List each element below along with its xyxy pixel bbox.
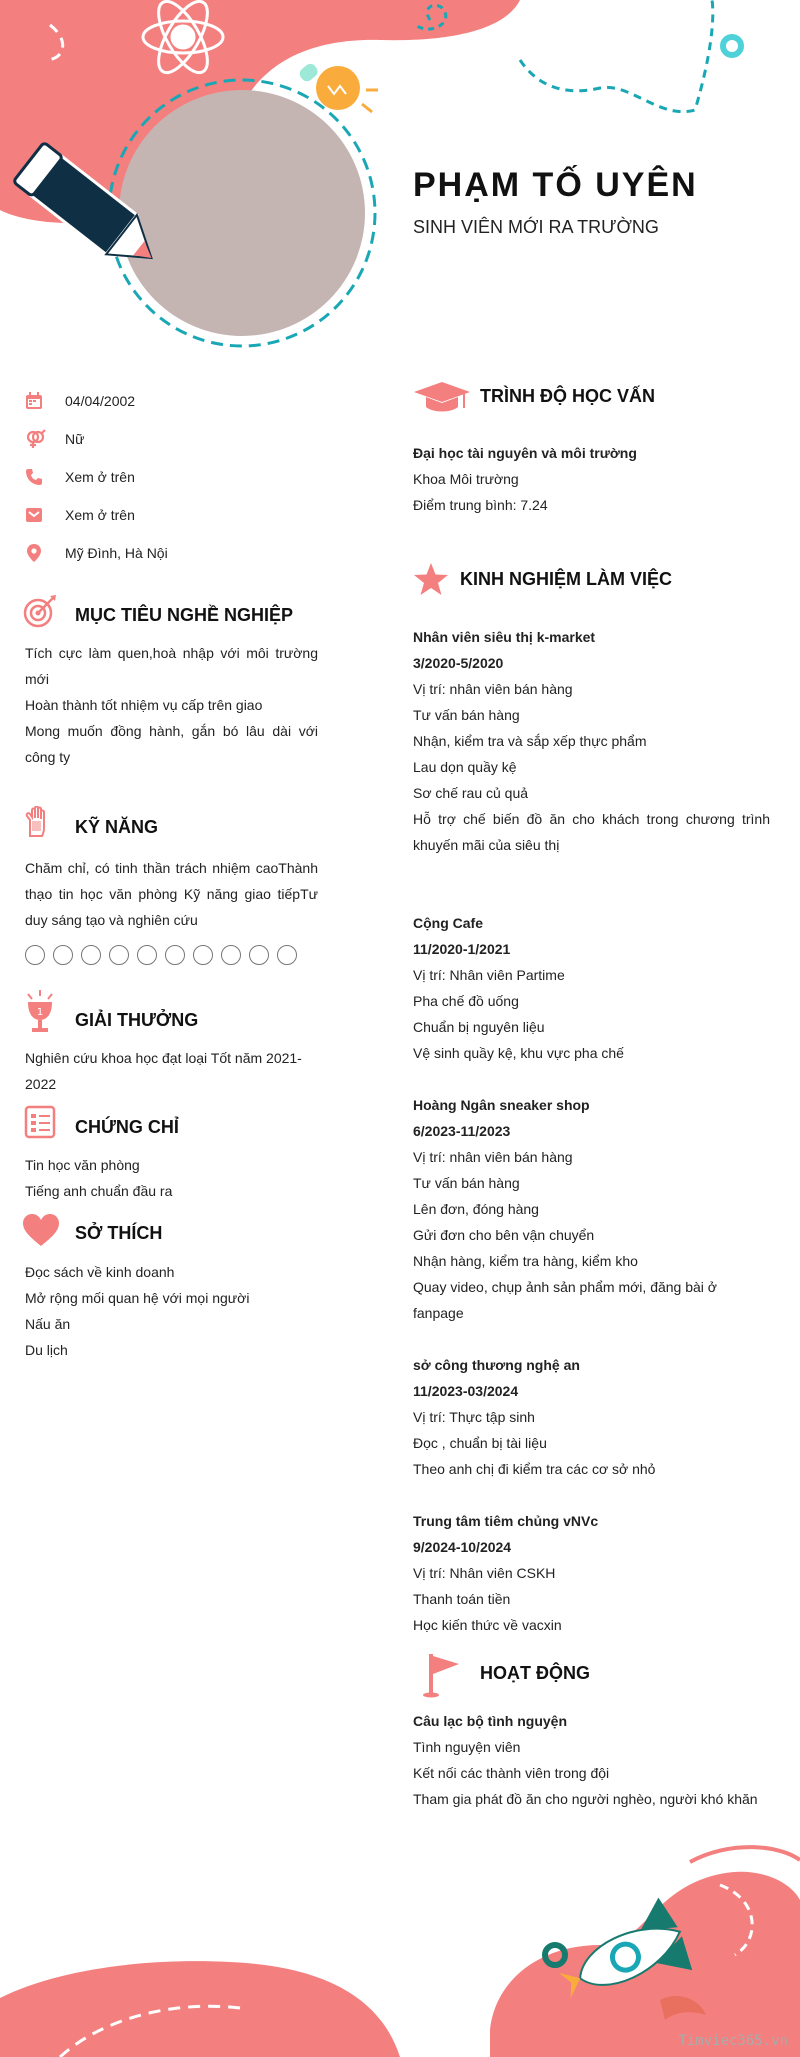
job-period: 6/2023-11/2023 bbox=[413, 1123, 511, 1139]
gender-text: Nữ bbox=[65, 431, 85, 447]
watermark: Timviec365.vn bbox=[678, 2033, 788, 2049]
job-company: Cộng Cafe bbox=[413, 915, 483, 931]
job-line: Tư vấn bán hàng bbox=[413, 1175, 520, 1191]
hand-icon bbox=[24, 806, 52, 838]
certificate-item: Tin học văn phòng bbox=[25, 1157, 140, 1173]
certificates-title: CHỨNG CHỈ bbox=[75, 1117, 179, 1137]
contact-list bbox=[25, 382, 325, 572]
birthday-text: 04/04/2002 bbox=[65, 393, 136, 409]
email-icon bbox=[25, 506, 43, 524]
job-line: Lau dọn quầy kệ bbox=[413, 759, 517, 775]
job-company: sở công thương nghệ an bbox=[413, 1357, 580, 1373]
school-name: Đại học tài nguyên và môi trường bbox=[413, 445, 637, 461]
calendar-icon bbox=[25, 392, 43, 410]
contact-birthday bbox=[25, 382, 325, 420]
rating-circle bbox=[221, 945, 241, 965]
hobby-item: Đọc sách về kinh doanh bbox=[25, 1264, 175, 1280]
location-pin-icon bbox=[25, 543, 43, 563]
certificate-item: Tiếng anh chuẩn đầu ra bbox=[25, 1183, 173, 1199]
skills-text: Chăm chỉ, có tinh thần trách nhiệm caoThành thạo tin học văn phòng Kỹ năng giao tiếpTư duy sáng tạo và nghiên cứu bbox=[25, 860, 318, 928]
svg-text:1: 1 bbox=[36, 1007, 44, 1018]
job-line: Đọc , chuẩn bị tài liệu bbox=[413, 1435, 547, 1451]
email-text: Xem ở trên bbox=[65, 507, 135, 523]
job-line: Sơ chế rau củ quả bbox=[413, 785, 529, 801]
skill-rating bbox=[25, 945, 297, 965]
job-line: Vị trí: nhân viên bán hàng bbox=[413, 681, 573, 697]
ring-dot bbox=[723, 37, 741, 55]
gpa: Điểm trung bình: 7.24 bbox=[413, 497, 548, 513]
job-period: 9/2024-10/2024 bbox=[413, 1539, 512, 1555]
job-line: Quay video, chụp ảnh sản phẩm mới, đăng bài ở fanpage bbox=[413, 1279, 717, 1321]
heart-icon bbox=[22, 1213, 60, 1247]
rating-circle bbox=[53, 945, 73, 965]
job-item bbox=[413, 1352, 770, 1482]
objective-text bbox=[25, 640, 318, 770]
activity-line: Kết nối các thành viên trong đội bbox=[413, 1765, 610, 1781]
job-period: 11/2023-03/2024 bbox=[413, 1383, 519, 1399]
bulb-icon bbox=[297, 61, 378, 112]
top-right-dash bbox=[520, 0, 713, 112]
awards-text: Nghiên cứu khoa học đạt loại Tốt năm 2021-2022 bbox=[25, 1050, 302, 1092]
hobbies-text bbox=[25, 1259, 318, 1363]
contact-address bbox=[25, 534, 325, 572]
activity-line: Tình nguyện viên bbox=[413, 1739, 521, 1755]
job-line: Hỗ trợ chế biến đồ ăn cho khách trong chương trình khuyến mãi của siêu thị bbox=[413, 811, 770, 853]
rating-circle bbox=[165, 945, 185, 965]
profile-photo bbox=[119, 90, 365, 336]
job-company: Trung tâm tiêm chủng vNVc bbox=[413, 1513, 599, 1529]
job-line: Nhận, kiểm tra và sắp xếp thực phẩm bbox=[413, 733, 647, 749]
job-line: Học kiến thức về vacxin bbox=[413, 1617, 562, 1633]
job-line: Vị trí: Nhân viên CSKH bbox=[413, 1565, 556, 1581]
activity-line: Tham gia phát đồ ăn cho người nghèo, người khó khăn bbox=[413, 1791, 758, 1807]
bottom-right-arc bbox=[690, 1847, 800, 1862]
job-line: Vệ sinh quầy kệ, khu vực pha chế bbox=[413, 1045, 624, 1061]
phone-icon bbox=[25, 468, 43, 486]
rating-circle bbox=[193, 945, 213, 965]
candidate-name: PHẠM TỐ UYÊN bbox=[413, 166, 698, 204]
star-icon bbox=[413, 562, 449, 596]
certificate-list-icon bbox=[24, 1105, 56, 1139]
bottom-left-blob bbox=[0, 1961, 400, 2057]
job-line: Lên đơn, đóng hàng bbox=[413, 1201, 539, 1217]
job-item bbox=[413, 1508, 770, 1638]
job-line: Pha chế đồ uống bbox=[413, 993, 519, 1009]
rating-circle bbox=[137, 945, 157, 965]
experience-title: KINH NGHIỆM LÀM VIỆC bbox=[460, 569, 673, 589]
rating-circle bbox=[25, 945, 45, 965]
education-text bbox=[413, 440, 773, 518]
gender-icon bbox=[25, 429, 47, 449]
rating-circle bbox=[81, 945, 101, 965]
faculty: Khoa Môi trường bbox=[413, 471, 519, 487]
skills-title: KỸ NĂNG bbox=[75, 817, 159, 837]
graduation-cap-icon bbox=[413, 380, 471, 414]
awards-title: GIẢI THƯỞNG bbox=[75, 1010, 199, 1030]
certificates-text bbox=[25, 1152, 318, 1204]
activity-org: Câu lạc bộ tình nguyện bbox=[413, 1713, 568, 1729]
contact-gender bbox=[25, 420, 325, 458]
objective-title: MỤC TIÊU NGHỀ NGHIỆP bbox=[75, 605, 294, 625]
job-line: Vị trí: nhân viên bán hàng bbox=[413, 1149, 573, 1165]
flag-icon bbox=[420, 1652, 460, 1698]
job-line: Gửi đơn cho bên vận chuyển bbox=[413, 1227, 595, 1243]
rating-circle bbox=[249, 945, 269, 965]
job-item bbox=[413, 910, 770, 1066]
job-item bbox=[413, 624, 770, 858]
objective-line: Mong muốn đồng hành, gắn bó lâu dài với công ty bbox=[25, 723, 318, 765]
target-icon bbox=[23, 594, 57, 628]
trophy-icon bbox=[22, 990, 58, 1034]
job-line: Thanh toán tiền bbox=[413, 1591, 511, 1607]
contact-email bbox=[25, 496, 325, 534]
job-line: Tư vấn bán hàng bbox=[413, 707, 520, 723]
hobby-item: Mở rộng mối quan hệ với mọi người bbox=[25, 1290, 250, 1306]
contact-phone bbox=[25, 458, 325, 496]
job-period: 3/2020-5/2020 bbox=[413, 655, 504, 671]
education-title: TRÌNH ĐỘ HỌC VẤN bbox=[480, 386, 655, 406]
phone-text: Xem ở trên bbox=[65, 469, 135, 485]
job-company: Hoàng Ngân sneaker shop bbox=[413, 1097, 590, 1113]
rating-circle bbox=[277, 945, 297, 965]
job-line: Vị trí: Thực tập sinh bbox=[413, 1409, 535, 1425]
activities-text bbox=[413, 1708, 783, 1812]
rating-circle bbox=[109, 945, 129, 965]
job-line: Chuẩn bị nguyên liệu bbox=[413, 1019, 545, 1035]
hobby-item: Nấu ăn bbox=[25, 1316, 71, 1332]
hobby-item: Du lịch bbox=[25, 1342, 68, 1358]
job-line: Nhận hàng, kiểm tra hàng, kiểm kho bbox=[413, 1253, 638, 1269]
candidate-title: SINH VIÊN MỚI RA TRƯỜNG bbox=[413, 217, 659, 237]
objective-line: Hoàn thành tốt nhiệm vụ cấp trên giao bbox=[25, 697, 263, 713]
address-text: Mỹ Đình, Hà Nội bbox=[65, 545, 168, 561]
hobbies-title: SỞ THÍCH bbox=[75, 1223, 163, 1243]
job-line: Theo anh chị đi kiểm tra các cơ sở nhỏ bbox=[413, 1461, 656, 1477]
job-line: Vị trí: Nhân viên Partime bbox=[413, 967, 565, 983]
job-item bbox=[413, 1092, 770, 1326]
activities-title: HOẠT ĐỘNG bbox=[480, 1663, 590, 1683]
objective-line: Tích cực làm quen,hoà nhập với môi trường mới bbox=[25, 645, 318, 687]
job-period: 11/2020-1/2021 bbox=[413, 941, 511, 957]
job-company: Nhân viên siêu thị k-market bbox=[413, 629, 596, 645]
